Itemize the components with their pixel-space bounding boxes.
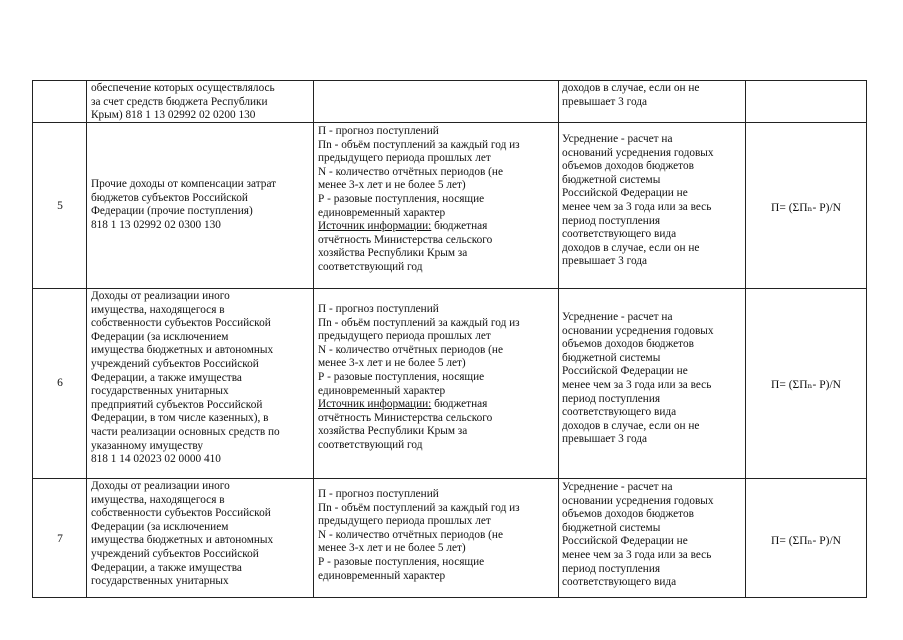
method-line: Р - разовые поступления, носящие единовременный характер	[318, 192, 485, 219]
method-line: Пn - объём поступлений за каждый год из предыдущего периода прошлых лет	[318, 501, 520, 528]
row-method	[318, 488, 556, 583]
row-averaging: Усреднение - расчет на основании усреднения годовых объемов доходов бюджетов бюджетной системы Российской Федерации не менее чем за 3 года или за весь период поступления соответствующего вида	[562, 481, 714, 589]
table-bottom-border	[32, 597, 867, 598]
row-method	[318, 125, 556, 275]
source-label: Источник информации:	[318, 398, 432, 411]
table-top-border	[32, 80, 867, 81]
method-line: N - количество отчётных периодов (не менее 3-х лет и не более 5 лет)	[318, 343, 503, 370]
method-line: Р - разовые поступления, носящие единовременный характер	[318, 370, 485, 397]
row-formula: П= (ΣПₙ- Р)/N	[771, 379, 841, 391]
row-number: 6	[57, 377, 63, 389]
row-number: 7	[57, 533, 63, 545]
col-divider	[32, 80, 33, 598]
col-divider	[745, 80, 746, 598]
col-divider	[313, 80, 314, 598]
source-text: бюджетная отчётность Министерства сельского хозяйства Республики Крым за соответствующий год	[318, 398, 493, 451]
row-divider	[32, 288, 867, 289]
source-label: Источник информации:	[318, 220, 432, 233]
method-line: N - количество отчётных периодов (не менее 3-х лет и не более 5 лет)	[318, 528, 503, 555]
col-divider	[866, 80, 867, 598]
source-text: бюджетная отчётность Министерства сельского хозяйства Республики Крым за соответствующий год	[318, 220, 493, 273]
row-number: 5	[57, 200, 63, 212]
row-divider	[32, 478, 867, 479]
row-averaging: Усреднение - расчет на оснований усреднения годовых объемов доходов бюджетов бюджетной системы Российской Федерации не менее чем за 3 года или за весь период поступления соответствующего вида доходов в случае, если он не превышает 3 года	[562, 133, 714, 268]
method-line: П - прогноз поступлений	[318, 488, 439, 500]
method-line: Р - разовые поступления, носящие единовременный характер	[318, 555, 485, 582]
col-divider	[558, 80, 559, 598]
method-line: П - прогноз поступлений	[318, 303, 439, 315]
row-averaging: Усреднение - расчет на основании усреднения годовых объемов доходов бюджетов бюджетной системы Российской Федерации не менее чем за 3 года или за весь период поступления соответствующего вида доходов в случае, если он не превышает 3 года	[562, 311, 714, 446]
row-description: Доходы от реализации иного имущества, находящегося в собственности субъектов Российской Федерации (за исключением имущества бюджетных и автономных учреждений субъектов Российской Федерации, а также имущества государственных унитарных предприятий субъектов Российской Федерации, в том числе казенных), в части реализации основных средств по указанному имуществу 818 1 14 02023 02 0000 410	[91, 290, 280, 466]
row-description: Прочие доходы от компенсации затрат бюджетов субъектов Российской Федерации (прочие поступления) 818 1 13 02992 02 0300 130	[91, 178, 277, 231]
col-divider	[86, 80, 87, 598]
method-line: Пn - объём поступлений за каждый год из предыдущего периода прошлых лет	[318, 316, 520, 343]
row-description: Доходы от реализации иного имущества, находящегося в собственности субъектов Российской Федерации (за исключением имущества бюджетных и автономных учреждений субъектов Российской Федерации, а также имущества государственных унитарных	[91, 480, 274, 588]
row-averaging: доходов в случае, если он не превышает 3 года	[562, 82, 700, 108]
row-formula: П= (ΣПₙ- Р)/N	[771, 535, 841, 547]
method-line: П - прогноз поступлений	[318, 125, 439, 137]
method-line: Пn - объём поступлений за каждый год из предыдущего периода прошлых лет	[318, 138, 520, 165]
method-line: N - количество отчётных периодов (не менее 3-х лет и не более 5 лет)	[318, 165, 503, 192]
row-description: обеспечение которых осуществлялось за счет средств бюджета Республики Крым) 818 1 13 02992 02 0200 130	[91, 82, 275, 122]
row-method	[318, 303, 556, 453]
row-formula: П= (ΣПₙ- Р)/N	[771, 202, 841, 214]
